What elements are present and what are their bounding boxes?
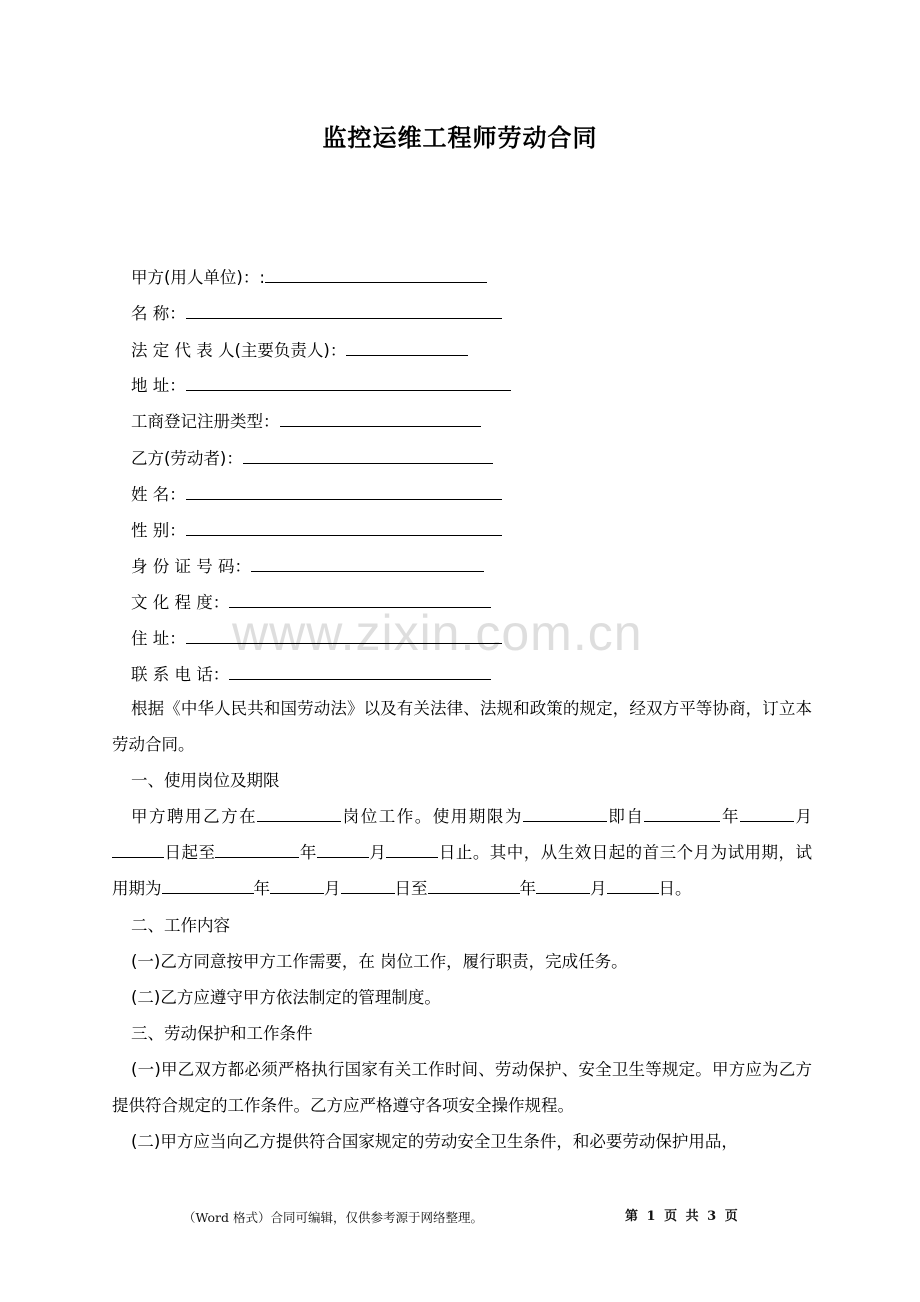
surname-name-blank <box>186 483 502 500</box>
s1-blank-start-day <box>112 841 164 858</box>
s1-text-e: 年 <box>299 843 317 862</box>
s1-blank-trial-day <box>341 877 395 894</box>
section-3-item-2: (二)甲方应当向乙方提供符合国家规定的劳动安全卫生条件，和必要劳动保护用品， <box>131 1132 738 1151</box>
education-label: 文 化 程 度： <box>131 593 230 612</box>
id-number-field <box>131 555 484 577</box>
party-a-label: 甲方(用人单位)：: <box>131 268 265 287</box>
s1-blank-start-year <box>644 805 720 822</box>
address-blank <box>186 374 511 391</box>
id-number-blank <box>251 555 484 572</box>
reg-type-label: 工商登记注册类型： <box>131 412 280 431</box>
s1-blank-post <box>257 805 341 822</box>
section-2-heading: 二、工作内容 <box>131 916 230 935</box>
s1-blank-end-month <box>317 841 369 858</box>
s1-text-year: 年 <box>720 807 740 826</box>
party-b-blank <box>243 447 493 464</box>
s1-text-i: 月 <box>324 879 341 898</box>
s1-text-l: 月 <box>590 879 607 898</box>
s1-text-f: 月 <box>368 843 387 862</box>
gender-label: 性 别： <box>131 521 186 540</box>
legal-rep-label: 法 定 代 表 人(主要负责人)： <box>131 341 347 360</box>
section-2-item-2: (二)乙方应遵守甲方依法制定的管理制度。 <box>131 988 441 1007</box>
legal-rep-blank <box>346 339 468 356</box>
name-label: 名 称： <box>131 304 186 323</box>
residence-label: 住 址： <box>131 629 186 648</box>
party-b-label: 乙方(劳动者)： <box>131 449 243 468</box>
s1-text-d: 日起至 <box>164 843 216 862</box>
reg-type-field <box>131 410 481 432</box>
s1-blank-term <box>523 805 607 822</box>
s1-text-month: 月 <box>794 807 813 826</box>
phone-field <box>131 663 491 685</box>
surname-name-field <box>131 483 502 505</box>
s1-blank-trial-month <box>270 877 324 894</box>
s1-text-h: 年 <box>253 879 270 898</box>
name-field <box>131 302 502 324</box>
s1-text-c: 即自 <box>606 807 645 826</box>
id-number-label: 身 份 证 号 码： <box>131 557 251 576</box>
page-number: 第 1 页 共 3 页 <box>625 1209 738 1224</box>
watermark: www.zixin.com.cn <box>232 605 643 661</box>
address-field <box>131 374 511 396</box>
section-3-item-1: (一)甲乙双方都必须严格执行国家有关工作时间、劳动保护、安全卫生等规定。甲方应为乙方提供符合规定的工作条件。乙方应严格遵守各项安全操作规程。 <box>112 1060 812 1115</box>
s1-text-j: 日至 <box>394 879 428 898</box>
s1-text-k: 年 <box>519 879 536 898</box>
document-title: 监控运维工程师劳动合同 <box>322 124 598 152</box>
s1-blank-end-year <box>215 841 299 858</box>
s1-blank-start-month <box>740 805 794 822</box>
section-2-item-1: (一)乙方同意按甲方工作需要，在 岗位工作，履行职责，完成任务。 <box>131 952 628 971</box>
surname-name-label: 姓 名： <box>131 485 186 504</box>
s1-text-a: 甲方聘用乙方在 <box>131 807 258 826</box>
s1-text-g: 日止。其中，从生效日起的首三个月为试用期，试用期为 <box>112 843 813 898</box>
section-1-heading: 一、使用岗位及期限 <box>131 771 280 790</box>
section-3-heading: 三、劳动保护和工作条件 <box>131 1024 313 1043</box>
party-a-field <box>131 266 487 288</box>
gender-blank <box>186 519 502 536</box>
s1-text-b: 岗位工作。使用期限为 <box>341 807 523 826</box>
s1-blank-trial-end-month <box>536 877 590 894</box>
s1-text-m: 日。 <box>658 879 692 898</box>
intro-paragraph: 根据《中华人民共和国劳动法》以及有关法律、法规和政策的规定，经双方平等协商，订立本劳动合同。 <box>112 699 812 754</box>
legal-rep-field <box>131 339 468 361</box>
gender-field <box>131 519 502 541</box>
reg-type-blank <box>280 410 481 427</box>
footer-note: （Word 格式）合同可编辑，仅供参考源于网络整理。 <box>183 1210 483 1225</box>
address-label: 地 址： <box>131 376 186 395</box>
section-1-paragraph <box>112 799 812 907</box>
phone-blank <box>229 663 491 680</box>
s1-blank-trial-year <box>162 877 254 894</box>
s1-blank-end-day <box>386 841 438 858</box>
phone-label: 联 系 电 话： <box>131 665 230 684</box>
party-b-field <box>131 447 493 469</box>
s1-blank-trial-end-day <box>607 877 659 894</box>
name-blank <box>186 302 502 319</box>
s1-blank-trial-end-year <box>428 877 520 894</box>
party-a-blank <box>265 266 487 283</box>
